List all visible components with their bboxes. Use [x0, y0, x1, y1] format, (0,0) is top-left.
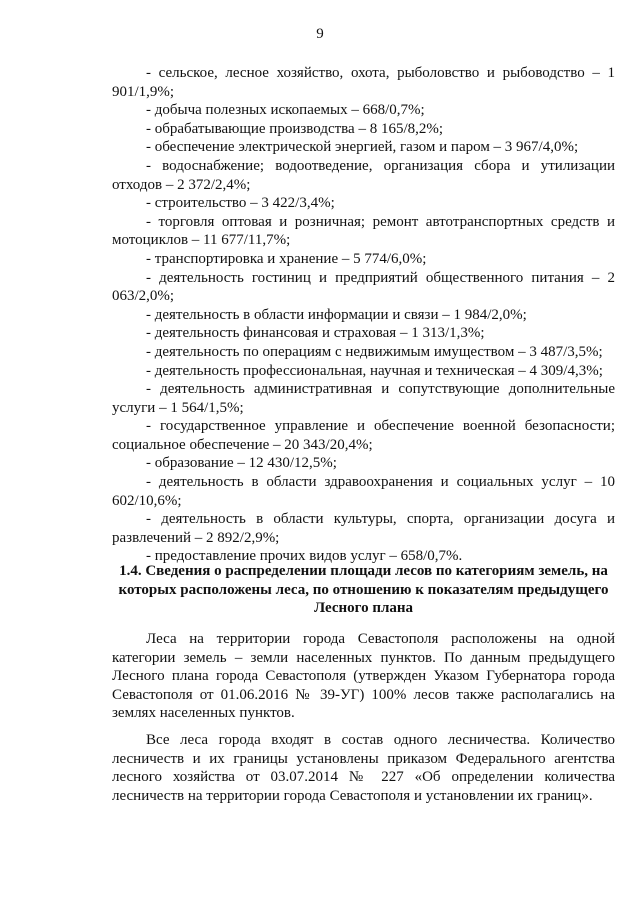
list-item: - государственное управление и обеспечение военной безопасности; социальное обеспечение – 20 343/20,4%; [112, 418, 615, 453]
list-item: - образование – 12 430/12,5%; [146, 455, 337, 472]
economic-activity-list [112, 64, 615, 566]
list-item: - деятельность в области культуры, спорта, организации досуга и развлечений – 2 892/2,9%; [112, 511, 615, 546]
section-body [112, 630, 615, 813]
list-item: - добыча полезных ископаемых – 668/0,7%; [146, 102, 425, 119]
list-item: - обеспечение электрической энергией, газом и паром – 3 967/4,0%; [146, 139, 579, 156]
list-item: - деятельность финансовая и страховая – 1 313/1,3%; [146, 325, 485, 342]
list-item: - деятельность по операциям с недвижимым имуществом – 3 487/3,5%; [146, 343, 603, 360]
list-item: - водоснабжение; водоотведение, организация сбора и утилизации отходов – 2 372/2,4%; [112, 157, 615, 193]
paragraph: Все леса города входят в состав одного лесничества. Количество лесничеств и их границы установлены приказом Федерального агентства лесного хозяйства от 03.07.2014 № 227 «Об определении количества лесничеств на территории города Севастополя и установлении их границ». [112, 731, 615, 804]
list-item: - обрабатывающие производства – 8 165/8,2%; [146, 120, 444, 137]
page-number: 9 [316, 26, 324, 42]
list-item: - деятельность в области информации и связи – 1 984/2,0%; [146, 306, 527, 323]
list-item: - деятельность в области здравоохранения и социальных услуг – 10 602/10,6%; [112, 474, 615, 509]
paragraph: Леса на территории города Севастополя расположены на одной категории земель – земли населенных пунктов. По данным предыдущего Лесного плана города Севастополя (утвержден Указом Губернатора города Севастополя от 01.06.2016 № 39-УГ) 100% лесов также располагались на землях населенных пунктов. [112, 631, 615, 722]
list-item: - строительство – 3 422/3,4%; [146, 195, 335, 212]
list-item: - сельское, лесное хозяйство, охота, рыболовство и рыбоводство – 1 901/1,9%; [112, 65, 615, 100]
list-item: - деятельность профессиональная, научная и техническая – 4 309/4,3%; [146, 362, 603, 379]
list-item: - деятельность гостиниц и предприятий общественного питания – 2 063/2,0%; [112, 269, 615, 305]
list-item: - торговля оптовая и розничная; ремонт автотранспортных средств и мотоциклов – 11 677/11,7%; [112, 213, 615, 249]
list-item: - транспортировка и хранение – 5 774/6,0%; [146, 250, 427, 267]
section-heading: 1.4. Сведения о распределении площади лесов по категориям земель, на которых расположены леса, по отношению к показателям предыдущего Лесного плана [118, 563, 609, 617]
list-item: - деятельность административная и сопутствующие дополнительные услуги – 1 564/1,5%; [112, 381, 615, 416]
list-item: - предоставление прочих видов услуг – 658/0,7%. [146, 548, 463, 565]
